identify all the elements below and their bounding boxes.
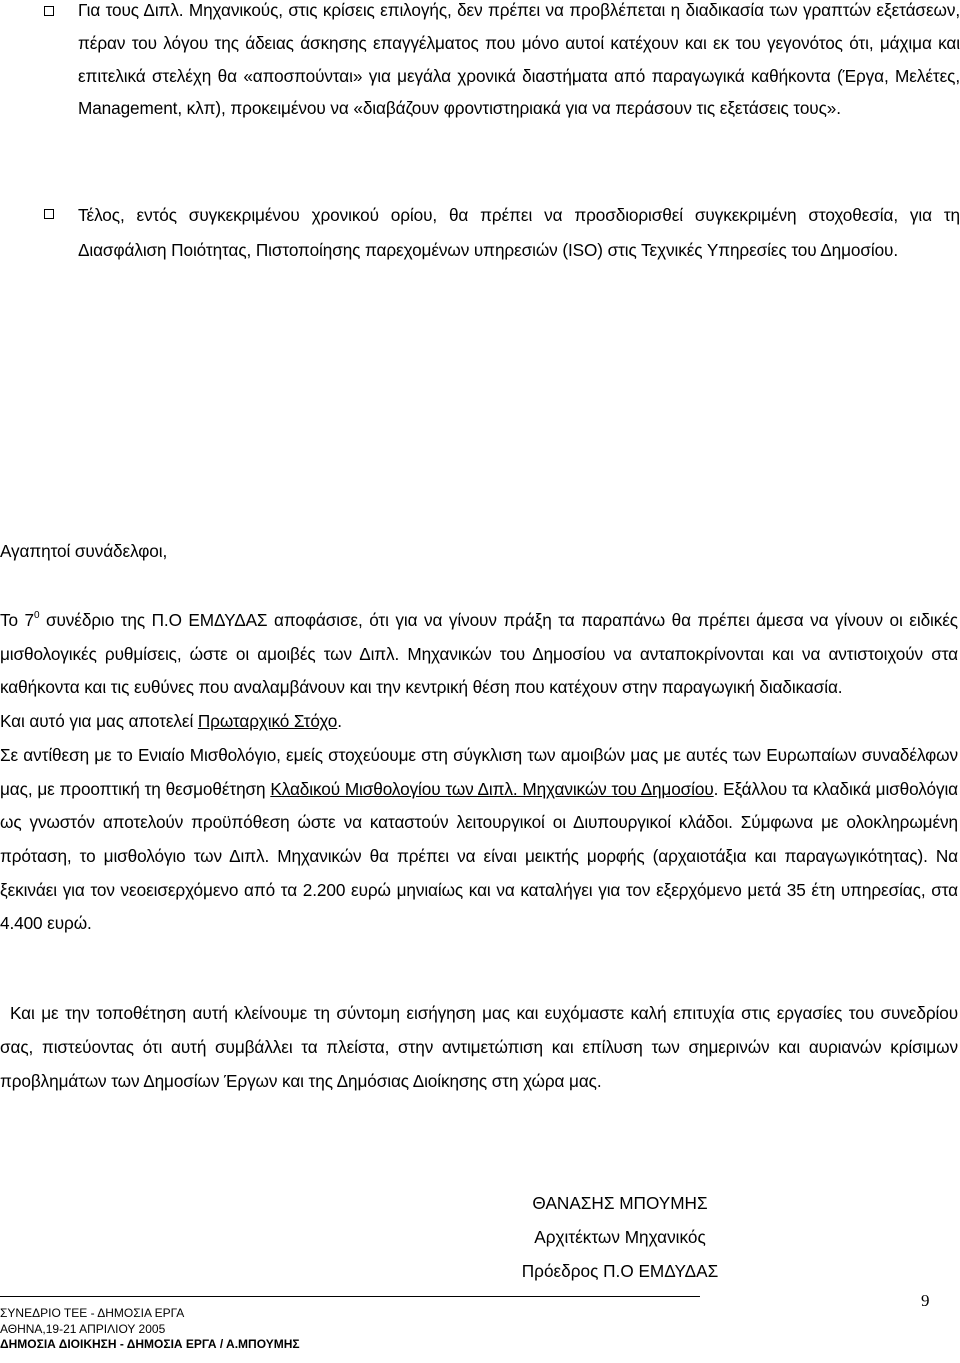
page-number: 9 — [921, 1291, 930, 1310]
paragraph-body: συνέδριο της Π.Ο ΕΜΔΥΔΑΣ αποφάσισε, ότι για να γίνουν πράξη τα παραπάνω θα πρέπει άμεσα να γίνουν οι ειδικές μισθολογικές ρυθμίσεις, ώστε οι αμοιβές των Διπλ. Μηχανικών του Δημοσίου να ανταποκρίνονται και να αντιστοιχούν στα καθήκοντα και τις ευθύνες που αναλαμβάνουν και την κεντρική θέση που κατέχουν στην παραγωγική διαδικασία. — [0, 610, 958, 698]
ordinal-superscript: 0 — [33, 610, 40, 621]
bullet-item-quality — [30, 198, 960, 267]
main-paragraph — [0, 604, 960, 941]
salary-paragraph — [0, 739, 958, 941]
checkbox-bullet-icon — [44, 6, 54, 16]
primary-goal-underlined: Πρωταρχικό Στόχο — [197, 711, 338, 732]
footer-line-section: ΔΗΜΟΣΙΑ ΔΙΟΙΚΗΣΗ - ΔΗΜΟΣΙΑ ΕΡΓΑ / Α.ΜΠΟΥΜΗΣ — [0, 1337, 300, 1351]
bullet-item-exams — [30, 0, 960, 125]
footer-divider — [0, 1296, 700, 1297]
bullet-text: Για τους Διπλ. Μηχανικούς, στις κρίσεις επιλογής, δεν πρέπει να προβλέπεται η διαδικασία των γραπτών εξετάσεων, πέραν του λόγου της άδειας άσκησης επαγγέλματος που μόνο αυτοί κατέχουν και εκ του γεγονότος ότι, μάχιμα και επιτελικά στελέχη θα «αποσπούνται» για μεγάλα χρονικά διαστήματα από παραγωγικά καθήκοντα (Έργα, Μελέτες, Management, κλπ), προκειμένου να «διαβάζουν φροντιστηριακά για να περάσουν τις εξετάσεις τους». — [78, 0, 960, 119]
signatory-title: Πρόεδρος Π.Ο ΕΜΔΥΔΑΣ — [521, 1261, 719, 1281]
closing-paragraph — [0, 996, 960, 1099]
goal-prefix: Και αυτό για μας αποτελεί — [0, 711, 198, 732]
congress-paragraph — [0, 604, 958, 705]
greeting-text: Αγαπητοί συνάδελφοι, — [0, 541, 168, 561]
goal-suffix: . — [337, 711, 342, 732]
closing-text: Και με την τοποθέτηση αυτή κλείνουμε τη σύντομη εισήγηση μας και ευχόμαστε καλή επιτυχία στις εργασίες του συνεδρίου σας, πιστεύοντας ότι αυτή συμβάλλει τα πλείστα, στην αντιμετώπιση και επίλυση των σημερινών και αυριανών κρίσιμων προβλημάτων των Δημοσίων Έργων και της Δημόσιας Διοίκησης στη χώρα μας. — [0, 1003, 958, 1092]
paragraph-prefix: Το 7 — [0, 610, 34, 630]
sectoral-salary-underlined: Κλαδικού Μισθολογίου των Διπλ. Μηχανικών του Δημοσίου — [270, 778, 714, 799]
signatory-role: Αρχιτέκτων Μηχανικός — [534, 1227, 706, 1247]
signature-block — [470, 1186, 770, 1288]
checkbox-bullet-icon — [44, 209, 54, 219]
contrast-prefix: Σε αντίθεση με το Ενιαίο Μισθολόγιο, εμείς στοχεύουμε στη σύγκλιση των αμοιβών μας με αυτές των Ευρωπαίων συναδέλφων μας, με προοπτική τη θεσμοθέτηση — [0, 744, 958, 799]
contrast-suffix: . Εξάλλου τα κλαδικά μισθολόγια ως γνωστόν αποτελούν προϋπόθεση ώστε να καταστούν λειτουργικοί οι Διυπουργικοί κλάδοι. Σύμφωνα με ολοκληρωμένη πρόταση, το μισθολόγιο των Διπλ. Μηχανικών θα πρέπει να είναι μεικτής μορφής (αρχαιοτάξια και παραγωγικότητας). Να ξεκινάει για τον νεοεισερχόμενο από τα 2.200 ευρώ μηνιαίως και να καταλήγει για τον εξερχόμενο μετά 35 έτη υπηρεσίας, στα 4.400 ευρώ. — [0, 778, 959, 934]
footer-line-date: ΑΘΗΝΑ,19-21 ΑΠΡΙΛΙΟΥ 2005 — [0, 1321, 166, 1336]
bullet-text: Τέλος, εντός συγκεκριμένου χρονικού ορίου, θα πρέπει να προσδιορισθεί συγκεκριμένη στοχοθεσία, για τη Διασφάλιση Ποιότητας, Πιστοποίησης παρεχομένων υπηρεσιών (ISO) στις Τεχνικές Υπηρεσίες του Δημοσίου. — [78, 205, 960, 260]
footer — [0, 1306, 300, 1353]
footer-line-conference: ΣΥΝΕΔΡΙΟ ΤΕΕ - ΔΗΜΟΣΙΑ ΕΡΓΑ — [0, 1306, 185, 1320]
greeting — [0, 539, 960, 563]
signatory-name: ΘΑΝΑΣΗΣ ΜΠΟΥΜΗΣ — [532, 1193, 708, 1213]
goal-line — [0, 705, 958, 739]
